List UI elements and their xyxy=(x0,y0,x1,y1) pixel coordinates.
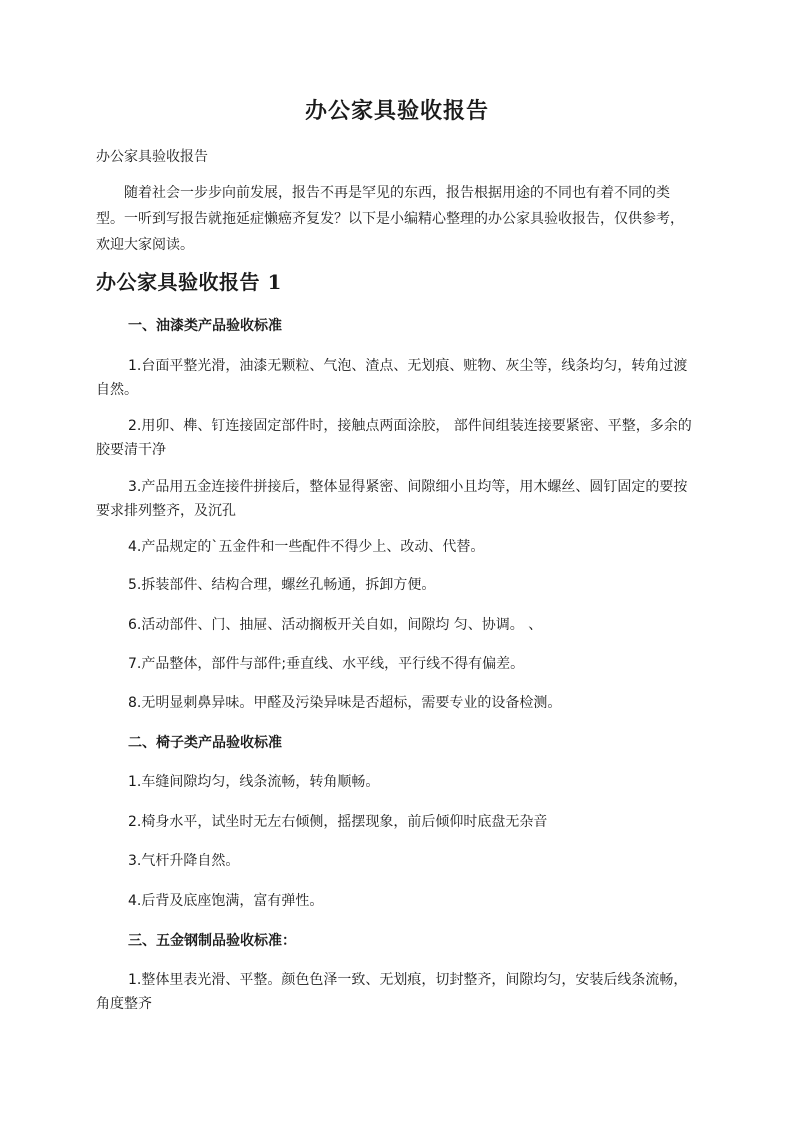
part1-item-3: 3.产品用五金连接件拼接后，整体显得紧密、间隙细小且均等，用木螺丝、圆钉固定的要按要求排列整齐，及沉孔 xyxy=(96,479,688,519)
part1-item-6: 6.活动部件、门、抽屉、活动搁板开关自如，间隙均 匀、协调。 、 xyxy=(128,617,543,633)
part1-item-2: 2.用卯、榫、钉连接固定部件时，接触点两面涂胶， 部件间组装连接要紧密、平整，多余的胶要清干净 xyxy=(96,418,692,458)
document-title: 办公家具验收报告 xyxy=(304,98,489,124)
intro-paragraph: 随着社会一步步向前发展，报告不再是罕见的东西，报告根据用途的不同也有着不同的类型。一听到写报告就拖延症懒癌齐复发？以下是小编精心整理的办公家具验收报告，仅供参考，欢迎大家阅读。 xyxy=(96,185,684,253)
part1-item-1: 1.台面平整光滑，油漆无颗粒、气泡、渣点、无划痕、赃物、灰尘等，线条均匀，转角过渡自然。 xyxy=(96,358,688,398)
part1-item-4: 4.产品规定的`五金件和一些配件不得少上、改动、代替。 xyxy=(128,539,485,555)
part3-heading: 三、五金钢制品验收标准： xyxy=(128,933,296,949)
part1-item-5: 5.拆装部件、结构合理，螺丝孔畅通，拆卸方便。 xyxy=(128,577,436,593)
part1-item-8: 8.无明显刺鼻异味。甲醛及污染异味是否超标，需要专业的设备检测。 xyxy=(128,695,562,711)
part1-item-7: 7.产品整体，部件与部件;垂直线、水平线，平行线不得有偏差。 xyxy=(128,656,525,672)
part2-item-1: 1.车缝间隙均匀，线条流畅，转角顺畅。 xyxy=(128,774,380,790)
section-heading: 办公家具验收报告 1 xyxy=(96,270,282,294)
part3-item-1: 1.整体里表光滑、平整。颜色色泽一致、无划痕，切封整齐，间隙均匀，安装后线条流畅，角度整齐 xyxy=(96,972,688,1012)
document-subtitle: 办公家具验收报告 xyxy=(96,149,208,165)
part2-item-3: 3.气杆升降自然。 xyxy=(128,853,240,869)
part2-item-2: 2.椅身水平，试坐时无左右倾侧，摇摆现象，前后倾仰时底盘无杂音 xyxy=(128,814,548,830)
part2-heading: 二、椅子类产品验收标准 xyxy=(128,735,282,751)
part1-heading: 一、油漆类产品验收标准 xyxy=(128,318,282,334)
part2-item-4: 4.后背及底座饱满，富有弹性。 xyxy=(128,893,324,909)
